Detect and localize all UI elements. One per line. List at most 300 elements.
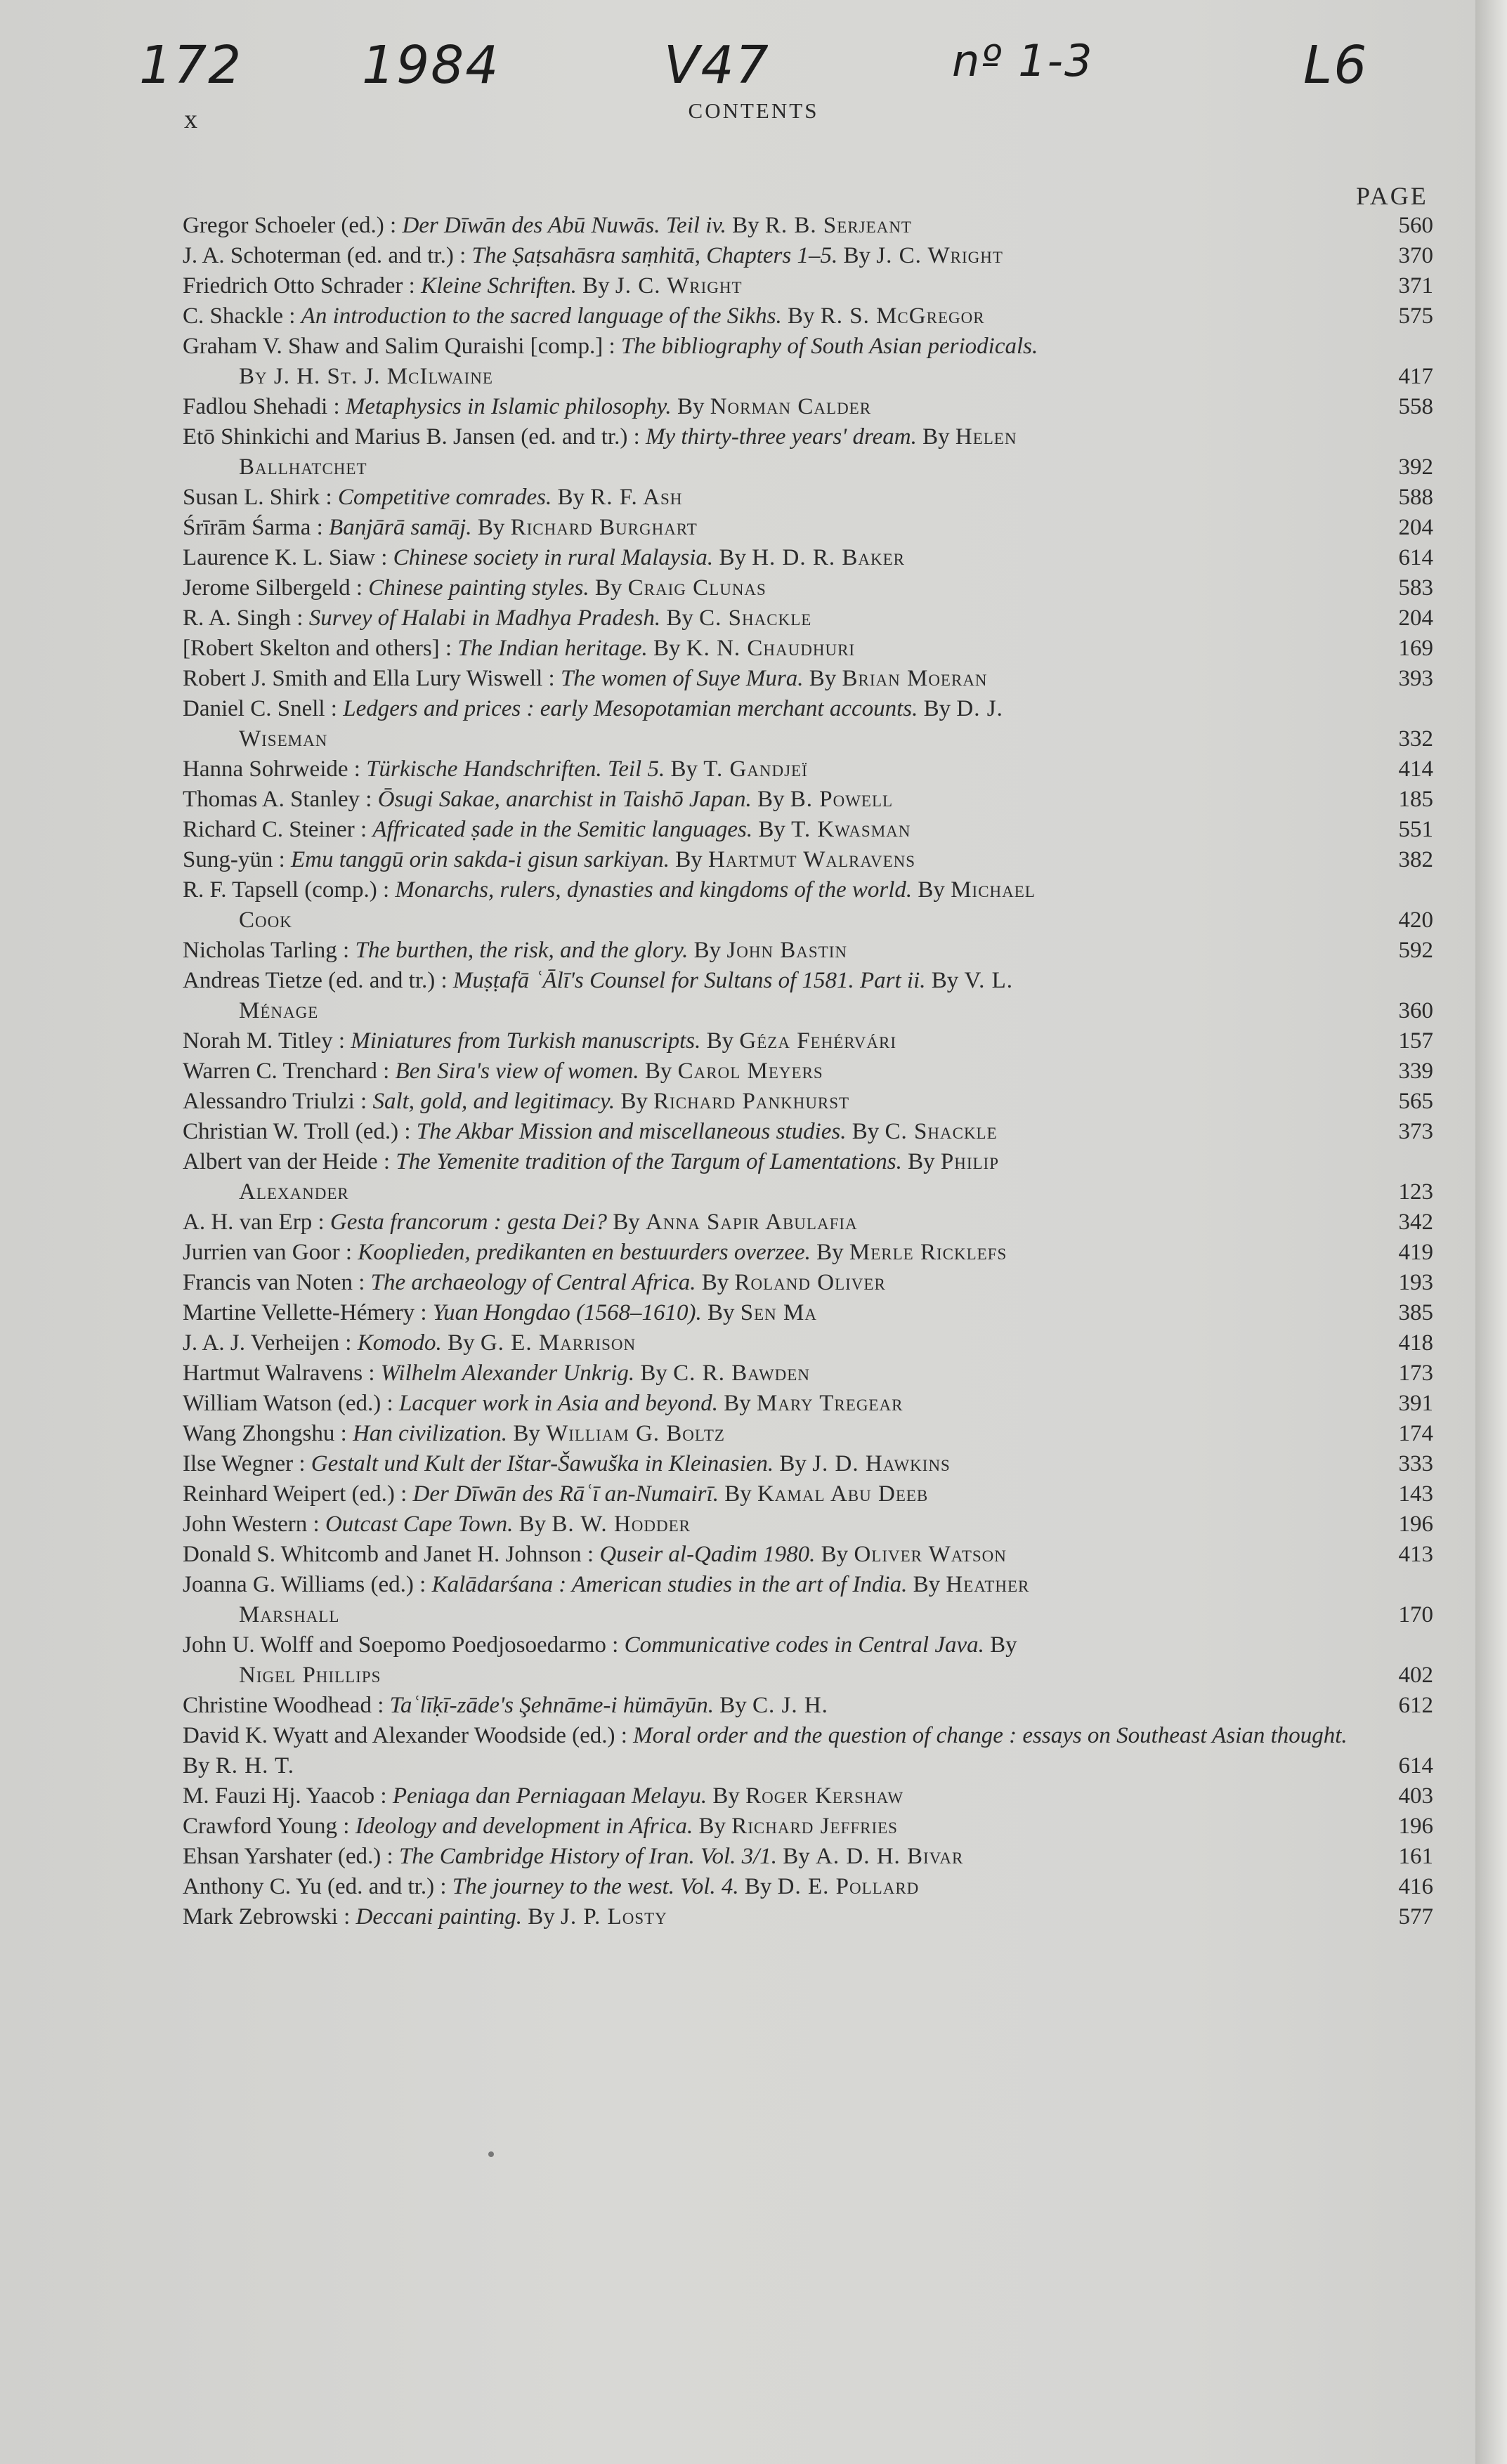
entry-by: By <box>660 605 700 631</box>
entry-text <box>183 1421 725 1446</box>
entry-text <box>183 394 871 419</box>
entry-title: Affricated ṣade in the Semitic languages. <box>372 817 753 842</box>
entry-title: Peniaga dan Perniagaan Melayu. <box>392 1783 707 1809</box>
contents-entry <box>183 1781 1433 1811</box>
entry-text <box>183 515 698 540</box>
entry-text <box>183 1300 817 1325</box>
contents-entry <box>183 543 1433 573</box>
entry-title: The Yemenite tradition of the Targum of Lamentations. <box>396 1149 902 1174</box>
entry-by: By <box>984 1632 1017 1658</box>
entry-page-number: 612 <box>1398 1693 1433 1718</box>
entry-title: Ledgers and prices : early Mesopotamian merchant accounts. <box>343 696 918 721</box>
entry-reviewer: R. F. Ash <box>590 485 683 510</box>
entry-page-number: 417 <box>1398 364 1433 389</box>
entry-author: Śrīrām Śarma : <box>183 515 330 540</box>
entry-reviewer: Michael <box>951 877 1036 903</box>
entry-reviewer: Craig Clunas <box>627 575 766 601</box>
entry-title: Lacquer work in Asia and beyond. <box>398 1391 718 1416</box>
contents-entry <box>183 664 1433 694</box>
running-head: CONTENTS <box>688 98 819 123</box>
entry-by: By <box>810 1240 849 1265</box>
entry-reviewer: D. J. <box>956 696 1003 721</box>
entry-title: The Cambridge History of Iran. Vol. 3/1. <box>398 1844 778 1869</box>
contents-entry <box>183 1419 1433 1449</box>
contents-entry <box>183 694 1433 754</box>
entry-text <box>183 1119 998 1144</box>
entry-text <box>183 1723 1348 1778</box>
entry-author: Joanna G. Williams (ed.) : <box>183 1572 432 1597</box>
entry-page-number: 614 <box>1398 1753 1433 1778</box>
entry-page-number: 157 <box>1398 1028 1433 1054</box>
entry-reviewer: A. D. H. Bivar <box>816 1844 964 1869</box>
entry-text <box>183 1783 903 1809</box>
entry-reviewer: J. C. Wright <box>615 273 743 299</box>
contents-entry <box>183 483 1433 513</box>
entry-author: Wang Zhongshu : <box>183 1421 353 1446</box>
entry-title: Chinese painting styles. <box>368 575 589 601</box>
entry-page-number: 592 <box>1398 938 1433 963</box>
contents-entry <box>183 936 1433 966</box>
entry-author: Christine Woodhead : <box>183 1693 390 1718</box>
entry-text <box>183 1059 823 1084</box>
entry-by: By <box>693 1814 732 1839</box>
entry-text <box>183 877 1349 936</box>
entry-reviewer: B. W. Hodder <box>552 1512 691 1537</box>
entry-reviewer: C. Shackle <box>699 605 812 631</box>
contents-entry <box>183 1811 1433 1842</box>
entry-by: By <box>576 273 615 299</box>
entry-author: Fadlou Shehadi : <box>183 394 346 419</box>
entry-text <box>183 1240 1007 1265</box>
entry-text <box>183 1089 849 1114</box>
entry-author: Alessandro Triulzi : <box>183 1089 373 1114</box>
entry-page-number: 393 <box>1398 666 1433 691</box>
entry-title: The women of Suye Mura. <box>560 666 804 691</box>
entry-text <box>183 1391 903 1416</box>
entry-by: By <box>837 243 877 268</box>
contents-entry <box>183 1479 1433 1509</box>
contents-list <box>183 211 1433 1932</box>
entry-author: Christian W. Troll (ed.) : <box>183 1119 417 1144</box>
entry-page-number: 565 <box>1398 1089 1433 1114</box>
entry-page-number: 413 <box>1398 1542 1433 1567</box>
page-number: x <box>184 105 197 134</box>
entry-page-number: 419 <box>1398 1240 1433 1265</box>
entry-reviewer: V. L. <box>964 968 1014 993</box>
entry-title: Der Dīwān des Rāʿī an-Numairī. <box>412 1481 719 1507</box>
entry-reviewer: C. R. Bawden <box>673 1361 810 1386</box>
contents-entry <box>183 1268 1433 1298</box>
entry-page-number: 382 <box>1398 847 1433 872</box>
entry-by: By <box>665 756 704 782</box>
entry-author: Mark Zebrowski : <box>183 1904 356 1929</box>
entry-author: Etō Shinkichi and Marius B. Jansen (ed. and tr.) : <box>183 424 646 450</box>
entry-text <box>183 1904 667 1929</box>
entry-reviewer: Sen Ma <box>740 1300 817 1325</box>
contents-entry <box>183 1509 1433 1540</box>
entry-author: R. F. Tapsell (comp.) : <box>183 877 396 903</box>
entry-page-number: 339 <box>1398 1059 1433 1084</box>
entry-title: Kalādarśana : American studies in the art of India. <box>431 1572 908 1597</box>
entry-reviewer: C. J. H. <box>752 1693 828 1718</box>
entry-by: By <box>441 1330 481 1356</box>
contents-entry <box>183 785 1433 815</box>
entry-author: Hanna Sohrweide : <box>183 756 367 782</box>
entry-by: By <box>552 485 591 510</box>
entry-page-number: 577 <box>1398 1904 1433 1929</box>
entry-by: By <box>696 1270 735 1295</box>
entry-reviewer: T. Gandjeï <box>703 756 808 782</box>
entry-title: Quseir al-Qadim 1980. <box>599 1542 816 1567</box>
contents-entry <box>183 1842 1433 1872</box>
entry-page-number: 342 <box>1398 1210 1433 1235</box>
contents-entry <box>183 1298 1433 1328</box>
entry-title: Banjārā samāj. <box>329 515 472 540</box>
entry-by: By <box>513 1512 552 1537</box>
entry-text <box>183 1572 1349 1630</box>
entry-reviewer: Kamal Abu Deeb <box>757 1481 929 1507</box>
entry-title: Deccani painting. <box>355 1904 522 1929</box>
entry-text <box>183 787 893 812</box>
entry-title: The Akbar Mission and miscellaneous studies. <box>416 1119 847 1144</box>
entry-by: By <box>713 545 752 570</box>
entry-page-number: 333 <box>1398 1451 1433 1476</box>
entry-text <box>183 1210 858 1235</box>
entry-reviewer: Oliver Watson <box>854 1542 1007 1567</box>
entry-title: Türkische Handschriften. Teil 5. <box>366 756 665 782</box>
entry-title: Gesta francorum : gesta Dei? <box>330 1210 608 1235</box>
entry-author: Crawford Young : <box>183 1814 355 1839</box>
contents-entry <box>183 1147 1433 1207</box>
entry-text <box>183 273 743 299</box>
entry-reviewer-continued: Marshall <box>239 1602 340 1627</box>
entry-title: Monarchs, rulers, dynasties and kingdoms of the world. <box>395 877 913 903</box>
contents-entry <box>183 603 1433 634</box>
entry-reviewer-continued: Alexander <box>239 1179 349 1205</box>
handwritten-note-4: nº 1-3 <box>952 35 1094 86</box>
entry-page-number: 558 <box>1398 394 1433 419</box>
entry-by: By <box>707 1783 746 1809</box>
contents-entry <box>183 1872 1433 1902</box>
entry-author: Sung-yün : <box>183 847 292 872</box>
entry-page-number: 193 <box>1398 1270 1433 1295</box>
entry-page-number: 402 <box>1398 1663 1433 1688</box>
entry-title: Emu tanggū orin sakda-i gisun sarkiyan. <box>291 847 670 872</box>
entry-reviewer-continued: Wiseman <box>239 726 328 752</box>
entry-reviewer: Richard Burghart <box>510 515 698 540</box>
entry-title: The journey to the west. Vol. 4. <box>452 1874 739 1899</box>
entry-reviewer: Heather <box>946 1572 1030 1597</box>
entry-title: Salt, gold, and legitimacy. <box>372 1089 615 1114</box>
entry-author: Andreas Tietze (ed. and tr.) : <box>183 968 453 993</box>
entry-by: By <box>607 1210 646 1235</box>
entry-by: By <box>912 877 951 903</box>
entry-text <box>183 485 682 510</box>
entry-by: By <box>615 1089 654 1114</box>
contents-entry <box>183 332 1433 392</box>
entry-title: Der Dīwān des Abū Nuwās. Teil iv. <box>402 213 726 238</box>
entry-title: Metaphysics in Islamic philosophy. <box>345 394 672 419</box>
entry-by: By <box>803 666 842 691</box>
entry-page-number: 173 <box>1398 1361 1433 1386</box>
entry-by: By <box>907 1572 946 1597</box>
entry-text <box>183 1451 951 1476</box>
contents-entry <box>183 271 1433 301</box>
entry-page-number: 614 <box>1398 545 1433 570</box>
entry-reviewer: R. S. McGregor <box>820 303 985 329</box>
entry-author: Norah M. Titley : <box>183 1028 351 1054</box>
entry-page-number: 332 <box>1398 726 1433 752</box>
entry-by: By <box>815 1542 854 1567</box>
entry-author: Jurrien van Goor : <box>183 1240 358 1265</box>
entry-reviewer-continued: Ballhatchet <box>239 454 367 480</box>
entry-reviewer: Hartmut Walravens <box>708 847 916 872</box>
entry-title: Outcast Cape Town. <box>325 1512 514 1537</box>
entry-page-number: 551 <box>1398 817 1433 842</box>
entry-title: Kleine Schriften. <box>421 273 577 299</box>
entry-reviewer: Carol Meyers <box>677 1059 823 1084</box>
entry-page-number: 196 <box>1398 1512 1433 1537</box>
entry-reviewer: William G. Boltz <box>546 1421 725 1446</box>
entry-page-number: 174 <box>1398 1421 1433 1446</box>
entry-page-number: 170 <box>1398 1602 1433 1627</box>
entry-page-number: 143 <box>1398 1481 1433 1507</box>
contents-entry <box>183 1540 1433 1570</box>
entry-reviewer: C. Shackle <box>885 1119 998 1144</box>
entry-title: Han civilization. <box>353 1421 508 1446</box>
entry-text <box>183 1481 928 1507</box>
entry-text <box>183 1814 898 1839</box>
handwritten-note-2: 1984 <box>362 35 500 96</box>
entry-title: Yuan Hongdao (1568–1610). <box>432 1300 702 1325</box>
entry-text <box>183 1632 1349 1691</box>
entry-title: Miniatures from Turkish manuscripts. <box>351 1028 701 1054</box>
entry-author: R. A. Singh : <box>183 605 309 631</box>
contents-entry <box>183 1026 1433 1056</box>
contents-entry <box>183 875 1433 936</box>
page-speck <box>488 2151 494 2157</box>
contents-entry <box>183 211 1433 241</box>
entry-reviewer: G. E. Marrison <box>480 1330 637 1356</box>
entry-page-number: 420 <box>1398 907 1433 933</box>
entry-text <box>183 756 808 782</box>
contents-entry <box>183 1449 1433 1479</box>
entry-text <box>183 213 912 238</box>
entry-by: By <box>647 636 686 661</box>
entry-author: William Watson (ed.) : <box>183 1391 399 1416</box>
contents-entry <box>183 573 1433 603</box>
entry-author: Martine Vellette-Hémery : <box>183 1300 433 1325</box>
entry-author: Anthony C. Yu (ed. and tr.) : <box>183 1874 452 1899</box>
entry-reviewer: Norman Calder <box>710 394 872 419</box>
entry-title: The archaeology of Central Africa. <box>370 1270 696 1295</box>
entry-page-number: 588 <box>1398 485 1433 510</box>
entry-reviewer: John Bastin <box>726 938 848 963</box>
entry-author: Nicholas Tarling : <box>183 938 355 963</box>
entry-reviewer: Mary Tregear <box>756 1391 903 1416</box>
contents-entry <box>183 1328 1433 1358</box>
entry-author: Richard C. Steiner : <box>183 817 373 842</box>
entry-by: By <box>752 817 792 842</box>
entry-text <box>183 938 847 963</box>
entry-text <box>183 1028 896 1054</box>
entry-title: The Indian heritage. <box>457 636 648 661</box>
entry-by: By <box>717 1391 757 1416</box>
entry-page-number: 385 <box>1398 1300 1433 1325</box>
entry-by: By <box>471 515 511 540</box>
handwritten-note-1: 172 <box>139 35 243 96</box>
entry-by: By <box>183 1753 216 1778</box>
entry-author: C. Shackle : <box>183 303 301 329</box>
entry-reviewer: Helen <box>955 424 1017 450</box>
entry-by: By <box>777 1844 816 1869</box>
contents-entry <box>183 966 1433 1026</box>
entry-reviewer: Roland Oliver <box>734 1270 886 1295</box>
entry-author: [Robert Skelton and others] : <box>183 636 458 661</box>
entry-text <box>183 1149 1349 1207</box>
entry-reviewer-continued: Nigel Phillips <box>239 1663 381 1688</box>
contents-entry <box>183 1238 1433 1268</box>
contents-entry <box>183 1117 1433 1147</box>
entry-title: An introduction to the sacred language of the Sikhs. <box>301 303 782 329</box>
entry-author: Reinhard Weipert (ed.) : <box>183 1481 413 1507</box>
entry-reviewer-continued: By J. H. St. J. McIlwaine <box>239 364 493 389</box>
entry-title: Chinese society in rural Malaysia. <box>393 545 714 570</box>
entry-by: By <box>634 1361 674 1386</box>
contents-entry <box>183 1358 1433 1389</box>
entry-page-number: 360 <box>1398 998 1433 1023</box>
contents-entry <box>183 301 1433 332</box>
entry-text <box>183 334 1349 392</box>
contents-entry <box>183 513 1433 543</box>
entry-text <box>183 696 1349 754</box>
entry-page-number: 204 <box>1398 605 1433 631</box>
entry-reviewer: T. Kwasman <box>791 817 911 842</box>
handwritten-note-3: V47 <box>664 35 770 96</box>
entry-page-number: 391 <box>1398 1391 1433 1416</box>
entry-text <box>183 817 911 842</box>
entry-reviewer: H. D. R. Baker <box>752 545 905 570</box>
entry-by: By <box>738 1874 778 1899</box>
entry-title: Komodo. <box>357 1330 442 1356</box>
entry-by: By <box>916 424 955 450</box>
entry-page-number: 204 <box>1398 515 1433 540</box>
entry-page-number: 370 <box>1398 243 1433 268</box>
contents-entry <box>183 422 1433 483</box>
entry-reviewer: Richard Pankhurst <box>653 1089 850 1114</box>
page-column-head: PAGE <box>1356 182 1428 210</box>
contents-entry <box>183 634 1433 664</box>
entry-by: By <box>671 394 710 419</box>
entry-reviewer: Merle Ricklefs <box>849 1240 1007 1265</box>
entry-by: By <box>589 575 628 601</box>
entry-by: By <box>781 303 821 329</box>
entry-text <box>183 1330 636 1356</box>
entry-author: Gregor Schoeler (ed.) : <box>183 213 403 238</box>
entry-title: The burthen, the risk, and the glory. <box>355 938 689 963</box>
entry-title: Muṣṭafā ʿĀlī's Counsel for Sultans of 1581. Part ii. <box>452 968 926 993</box>
entry-by: By <box>925 968 965 993</box>
entry-title: Ben Sira's view of women. <box>395 1059 639 1084</box>
entry-title: The bibliography of South Asian periodicals. <box>620 334 1038 359</box>
entry-title: Competitive comrades. <box>337 485 552 510</box>
contents-entry <box>183 815 1433 845</box>
entry-text <box>183 545 905 570</box>
entry-text <box>183 303 985 329</box>
entry-author: Ilse Wegner : <box>183 1451 311 1476</box>
entry-page-number: 161 <box>1398 1844 1433 1869</box>
entry-reviewer: Philip <box>940 1149 1000 1174</box>
entry-reviewer: Brian Moeran <box>842 666 988 691</box>
entry-reviewer: Géza Fehérvári <box>739 1028 896 1054</box>
entry-by: By <box>701 1300 741 1325</box>
entry-text <box>183 1844 963 1869</box>
contents-entry <box>183 1087 1433 1117</box>
entry-text <box>183 605 811 631</box>
entry-title: The Ṣaṭsahāsra saṃhitā, Chapters 1–5. <box>471 243 838 268</box>
entry-author: Thomas A. Stanley : <box>183 787 378 812</box>
entry-author: Ehsan Yarshater (ed.) : <box>183 1844 399 1869</box>
entry-by: By <box>522 1904 561 1929</box>
contents-entry <box>183 1570 1433 1630</box>
entry-reviewer: Roger Kershaw <box>745 1783 904 1809</box>
entry-author: Susan L. Shirk : <box>183 485 338 510</box>
entry-page-number: 575 <box>1398 303 1433 329</box>
entry-reviewer: Richard Jeffries <box>731 1814 898 1839</box>
entry-title: Ideology and development in Africa. <box>355 1814 693 1839</box>
entry-title: Taʿlīḳī-zāde's Şehnāme-i hümāyūn. <box>389 1693 714 1718</box>
entry-by: By <box>774 1451 813 1476</box>
entry-text <box>183 636 855 661</box>
entry-page-number: 416 <box>1398 1874 1433 1899</box>
entry-author: Hartmut Walravens : <box>183 1361 381 1386</box>
entry-author: J. A. Schoterman (ed. and tr.) : <box>183 243 472 268</box>
entry-by: By <box>846 1119 885 1144</box>
entry-reviewer-continued: Ménage <box>239 998 319 1023</box>
entry-page-number: 403 <box>1398 1783 1433 1809</box>
entry-title: Wilhelm Alexander Unkrig. <box>380 1361 635 1386</box>
entry-author: A. H. van Erp : <box>183 1210 330 1235</box>
entry-author: John Western : <box>183 1512 325 1537</box>
entry-text <box>183 1693 828 1718</box>
entry-page-number: 373 <box>1398 1119 1433 1144</box>
entry-page-number: 123 <box>1398 1179 1433 1205</box>
entry-author: Graham V. Shaw and Salim Quraishi [comp.] : <box>183 334 621 359</box>
entry-reviewer-continued: Cook <box>239 907 292 933</box>
entry-title: Communicative codes in Central Java. <box>624 1632 984 1658</box>
entry-by: By <box>639 1059 678 1084</box>
entry-page-number: 196 <box>1398 1814 1433 1839</box>
entry-author: Friedrich Otto Schrader : <box>183 273 422 299</box>
entry-by: By <box>726 213 765 238</box>
entry-text <box>183 968 1349 1026</box>
entry-by: By <box>751 787 790 812</box>
entry-page-number: 169 <box>1398 636 1433 661</box>
entry-author: Jerome Silbergeld : <box>183 575 369 601</box>
entry-reviewer: R. H. T. <box>215 1753 294 1778</box>
entry-page-number: 371 <box>1398 273 1433 299</box>
entry-page-number: 392 <box>1398 454 1433 480</box>
entry-author: Robert J. Smith and Ella Lury Wiswell : <box>183 666 561 691</box>
entry-text <box>183 1361 810 1386</box>
entry-reviewer: J. P. Losty <box>561 1904 667 1929</box>
entry-author: Laurence K. L. Siaw : <box>183 545 393 570</box>
entry-text <box>183 1542 1007 1567</box>
entry-author: J. A. J. Verheijen : <box>183 1330 358 1356</box>
entry-by: By <box>507 1421 547 1446</box>
entry-page-number: 414 <box>1398 756 1433 782</box>
contents-entry <box>183 1630 1433 1691</box>
